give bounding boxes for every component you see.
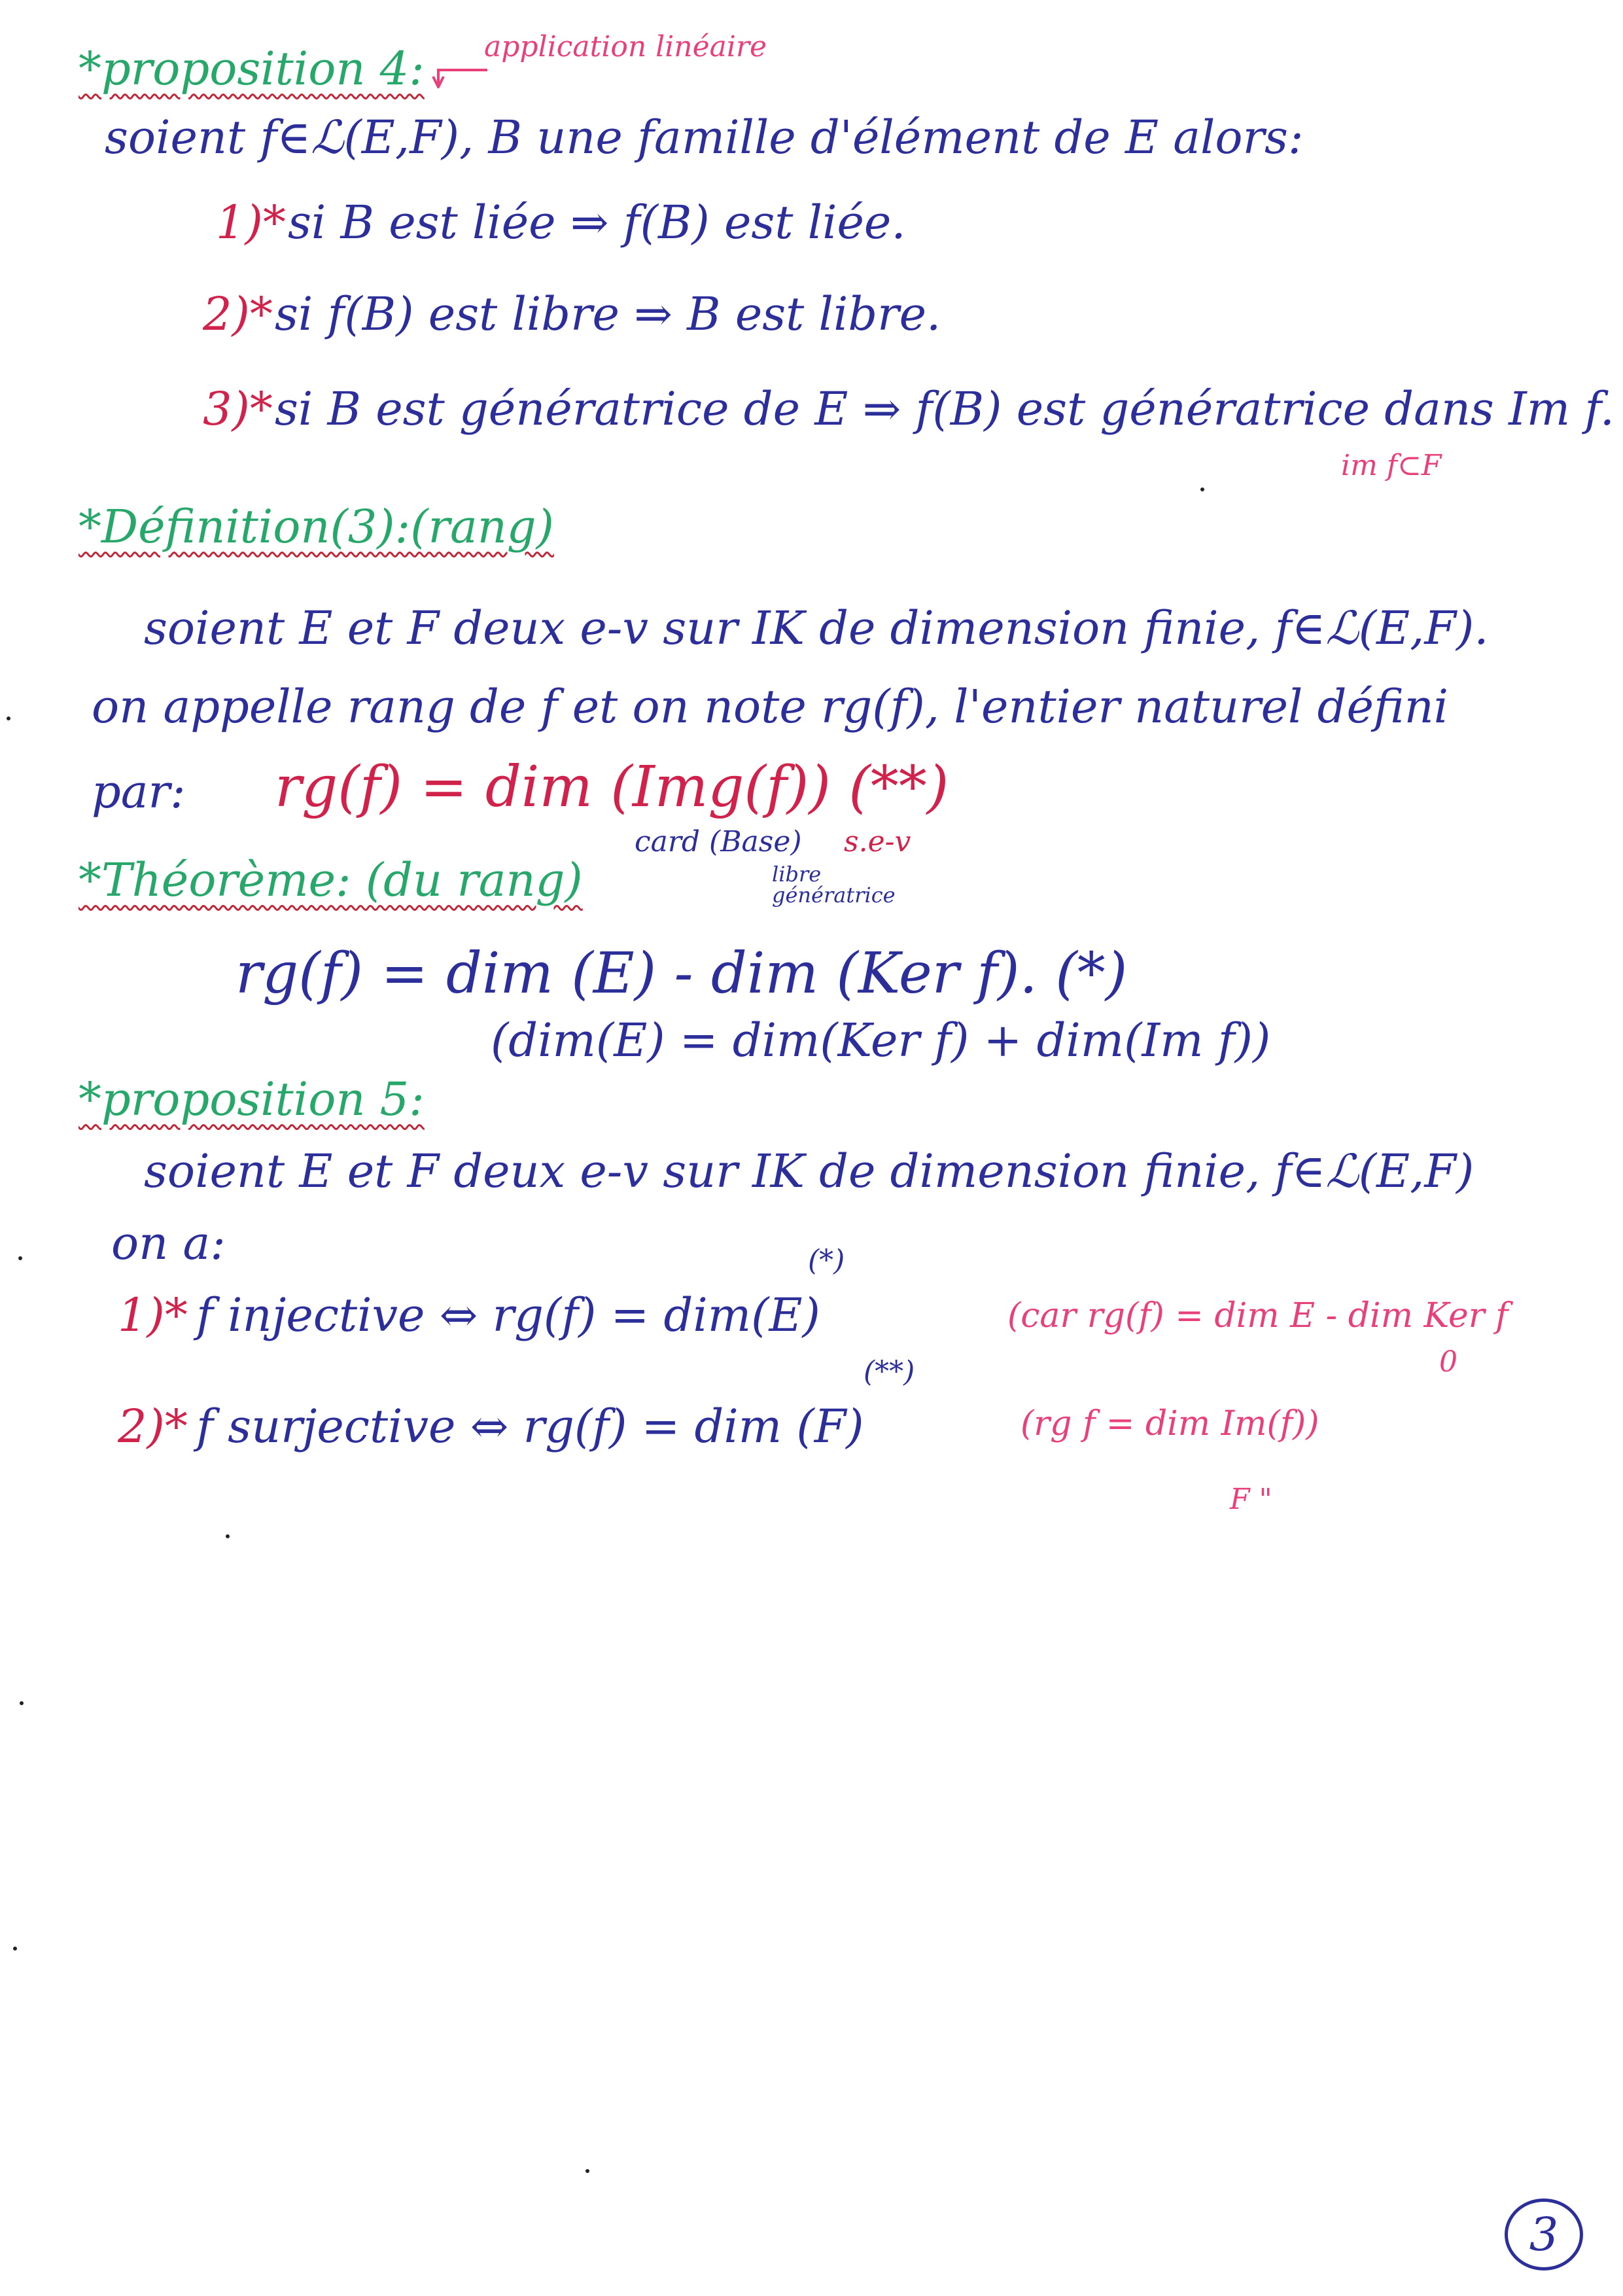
definition-3-line-2: on appelle rang de f et on note rg(f), l'entier naturel défini bbox=[92, 680, 1449, 733]
item-number: 1)* bbox=[118, 1288, 188, 1342]
proposition-5-intro: soient E et F deux e-v sur IK de dimension finie, f∈ℒ(E,F) bbox=[144, 1144, 1475, 1198]
proposition-5-on-a: on a: bbox=[111, 1216, 226, 1270]
item-number: 1)* bbox=[216, 196, 286, 249]
rank-theorem-dimension-formula: (dim(E) = dim(Ker f) + dim(Im f)) bbox=[491, 1014, 1271, 1067]
scan-dot bbox=[13, 1947, 17, 1951]
scan-dot bbox=[1200, 487, 1204, 491]
item-number: 2)* bbox=[203, 287, 273, 341]
proposition-5-item-1: f injective ⇔ rg(f) = dim(E) bbox=[196, 1288, 820, 1342]
surjective-note: (rg f = dim Im(f)) bbox=[1021, 1404, 1319, 1443]
proposition-4-item-3: si B est génératrice de E ⇒ f(B) est génératrice dans Im f. bbox=[275, 382, 1615, 436]
scan-dot bbox=[20, 1701, 24, 1705]
proposition-4-item-1: si B est liée ⇒ f(B) est liée. bbox=[288, 196, 906, 249]
double-star-mark: (**) bbox=[864, 1355, 915, 1388]
proposition-5-item-2: f surjective ⇔ rg(f) = dim (F) bbox=[196, 1400, 864, 1453]
zero-note: 0 bbox=[1439, 1345, 1457, 1379]
proposition-4-item-2: si f(B) est libre ⇒ B est libre. bbox=[275, 287, 941, 341]
item-number: 2)* bbox=[118, 1400, 188, 1453]
surjective-subnote: F " bbox=[1230, 1483, 1272, 1516]
scan-dot bbox=[585, 2169, 589, 2173]
injective-note: (car rg(f) = dim E - dim Ker f bbox=[1007, 1296, 1509, 1335]
rank-theorem-title: *Théorème: (du rang) bbox=[79, 853, 583, 907]
scan-dot bbox=[226, 1534, 230, 1538]
subspace-note: s.e-v bbox=[844, 825, 911, 858]
proposition-4-title: *proposition 4: bbox=[79, 42, 425, 96]
definition-3-title: *Définition(3):(rang) bbox=[79, 500, 554, 554]
definition-3-par-prefix: par: bbox=[92, 765, 186, 819]
image-subset-note: im f⊂F bbox=[1341, 449, 1442, 482]
scan-dot bbox=[18, 1256, 22, 1260]
item-number: 3)* bbox=[203, 382, 273, 436]
proposition-4-intro: soient f∈ℒ(E,F), B une famille d'élément de E alors: bbox=[105, 111, 1304, 164]
page-number: 3 bbox=[1505, 2199, 1583, 2270]
definition-3-line-1: soient E et F deux e-v sur IK de dimension finie, f∈ℒ(E,F). bbox=[144, 601, 1489, 655]
rank-definition-formula: rg(f) = dim (Img(f)) (**) bbox=[275, 754, 949, 820]
free-generating-note: libre génératrice bbox=[772, 862, 896, 908]
linear-map-annotation: application linéaire bbox=[484, 30, 767, 63]
proposition-5-title: *proposition 5: bbox=[79, 1072, 425, 1126]
annotation-arrow-icon bbox=[432, 62, 491, 88]
scan-dot bbox=[7, 716, 10, 720]
card-base-note: card (Base) bbox=[635, 825, 802, 858]
star-mark: (*) bbox=[808, 1244, 845, 1277]
rank-theorem-formula: rg(f) = dim (E) - dim (Ker f). (*) bbox=[236, 941, 1128, 1006]
